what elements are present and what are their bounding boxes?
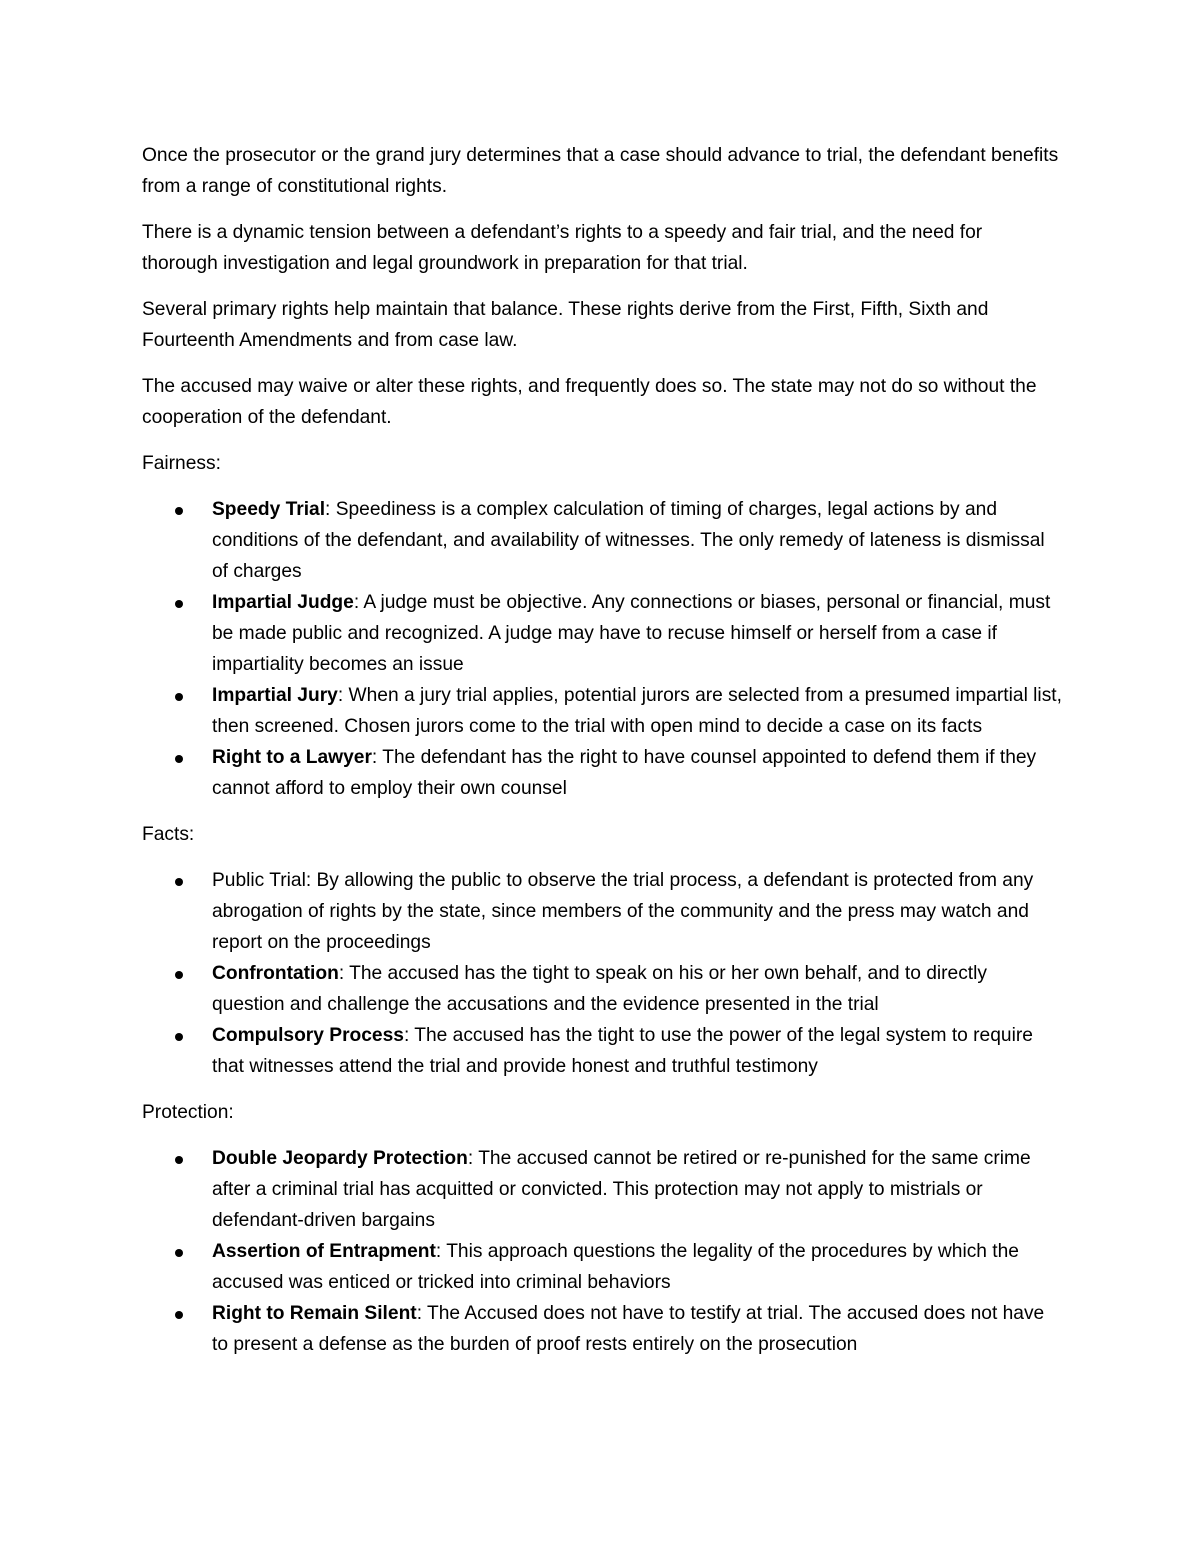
- fairness-list: [142, 494, 1062, 804]
- facts-list: [142, 865, 1062, 1082]
- intro-paragraph-4: The accused may waive or alter these rights, and frequently does so. The state may not do so without the cooperation of the defendant.: [142, 376, 1037, 428]
- item-text: : The accused has the tight to use the power of the legal system to require that witnesses attend the trial and provide honest and truthful testimony: [212, 1025, 1033, 1077]
- list-item: [142, 587, 1062, 680]
- item-term: Impartial Judge: [212, 592, 354, 613]
- item-term: Right to Remain Silent: [212, 1303, 417, 1324]
- protection-heading: Protection:: [142, 1102, 234, 1123]
- fairness-heading: Fairness:: [142, 453, 221, 474]
- bullet-icon: [175, 878, 183, 886]
- list-item: [142, 494, 1062, 587]
- bullet-icon: [175, 971, 183, 979]
- intro-paragraph-3: Several primary rights help maintain that balance. These rights derive from the First, Fifth, Sixth and Fourteenth Amendments and from case law.: [142, 299, 989, 351]
- document-page: [142, 140, 1062, 1375]
- list-item: [142, 1236, 1062, 1298]
- item-term: Right to a Lawyer: [212, 747, 372, 768]
- list-item: [142, 680, 1062, 742]
- item-term: Confrontation: [212, 963, 339, 984]
- bullet-icon: [175, 600, 183, 608]
- item-text: : This approach questions the legality of the procedures by which the accused was enticed or tricked into criminal behaviors: [212, 1241, 1019, 1293]
- list-item: [142, 1020, 1062, 1082]
- list-item: [142, 1298, 1062, 1360]
- bullet-icon: [175, 1033, 183, 1041]
- protection-list: [142, 1143, 1062, 1360]
- item-text: : Speediness is a complex calculation of timing of charges, legal actions by and conditions of the defendant, and availability of witnesses. The only remedy of lateness is dismissal of charges: [212, 499, 1045, 582]
- item-text: : A judge must be objective. Any connections or biases, personal or financial, must be made public and recognized. A judge may have to recuse himself or herself from a case if impartiality becomes an issue: [212, 592, 1051, 675]
- item-term: Impartial Jury: [212, 685, 338, 706]
- facts-heading: Facts:: [142, 824, 195, 845]
- bullet-icon: [175, 1249, 183, 1257]
- bullet-icon: [175, 693, 183, 701]
- list-item: [142, 865, 1062, 958]
- item-text: Public Trial: By allowing the public to observe the trial process, a defendant is protected from any abrogation of rights by the state, since members of the community and the press may watch and report on the proceedings: [212, 870, 1034, 953]
- item-text: : When a jury trial applies, potential jurors are selected from a presumed impartial list, then screened. Chosen jurors come to the trial with open mind to decide a case on its facts: [212, 685, 1062, 737]
- item-term: Double Jeopardy Protection: [212, 1148, 468, 1169]
- list-item: [142, 1143, 1062, 1236]
- intro-paragraph-2: There is a dynamic tension between a defendant’s rights to a speedy and fair trial, and the need for thorough investigation and legal groundwork in preparation for that trial.: [142, 222, 983, 274]
- bullet-icon: [175, 507, 183, 515]
- item-term: Compulsory Process: [212, 1025, 404, 1046]
- bullet-icon: [175, 755, 183, 763]
- bullet-icon: [175, 1156, 183, 1164]
- intro-paragraph-1: Once the prosecutor or the grand jury determines that a case should advance to trial, the defendant benefits from a range of constitutional rights.: [142, 145, 1059, 197]
- item-text: : The accused cannot be retired or re-punished for the same crime after a criminal trial has acquitted or convicted. This protection may not apply to mistrials or defendant-driven bargains: [212, 1148, 1031, 1231]
- item-term: Speedy Trial: [212, 499, 326, 520]
- list-item: [142, 958, 1062, 1020]
- bullet-icon: [175, 1311, 183, 1319]
- item-term: Assertion of Entrapment: [212, 1241, 436, 1262]
- item-text: : The accused has the tight to speak on his or her own behalf, and to directly question and challenge the accusations and the evidence presented in the trial: [212, 963, 987, 1015]
- list-item: [142, 742, 1062, 804]
- item-text: : The Accused does not have to testify at trial. The accused does not have to present a defense as the burden of proof rests entirely on the prosecution: [212, 1303, 1045, 1355]
- item-text: : The defendant has the right to have counsel appointed to defend them if they cannot afford to employ their own counsel: [212, 747, 1037, 799]
